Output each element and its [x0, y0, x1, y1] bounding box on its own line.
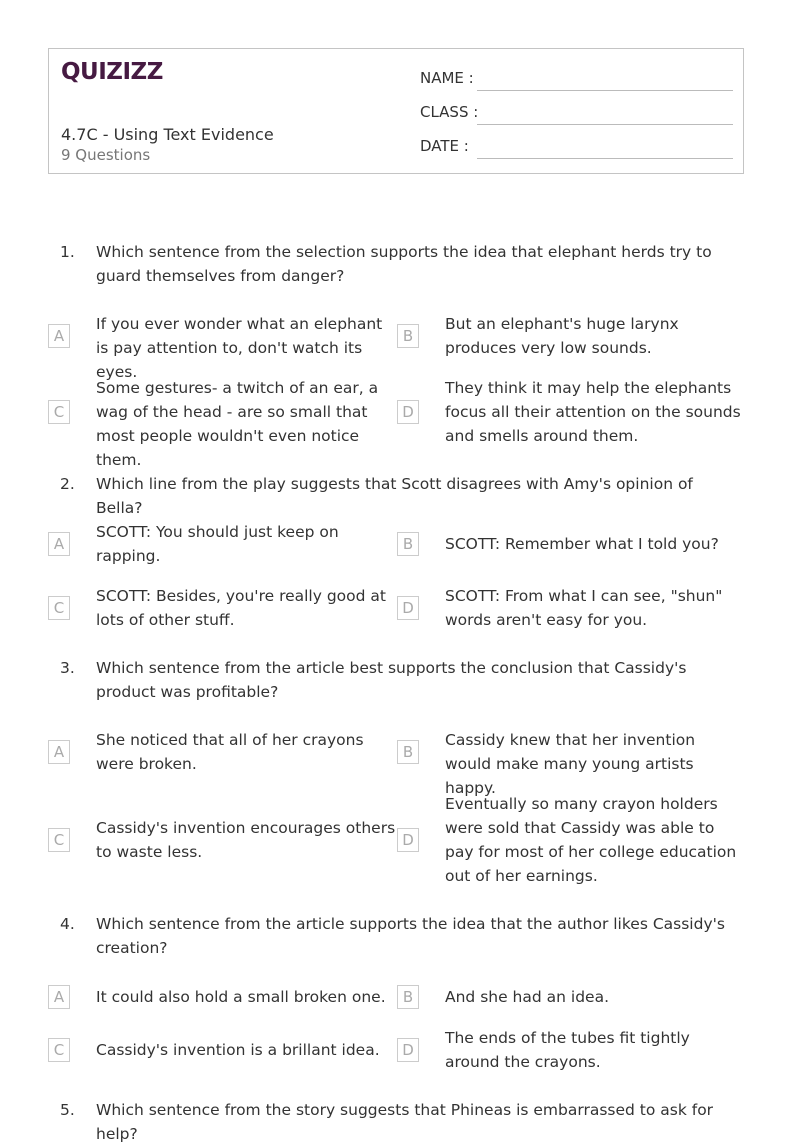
option-letter-badge[interactable]: D — [397, 828, 419, 852]
option-letter-badge[interactable]: D — [397, 596, 419, 620]
question-text: Which sentence from the article supports the idea that the author likes Cassidy's creation? — [96, 915, 725, 957]
option-text: Cassidy knew that her invention would make many young artists happy. — [445, 731, 696, 797]
option-text: Eventually so many crayon holders were sold that Cassidy was able to pay for most of her college education out of her earnings. — [445, 795, 737, 885]
option-letter-badge[interactable]: C — [48, 400, 70, 424]
option-text: The ends of the tubes fit tightly around the crayons. — [445, 1029, 690, 1071]
option-letter-badge[interactable]: B — [397, 532, 419, 556]
question-text: Which sentence from the selection supports the idea that elephant herds try to guard themselves from danger? — [96, 243, 712, 285]
option-text: SCOTT: You should just keep on rapping. — [96, 523, 339, 565]
class-line[interactable] — [477, 124, 733, 125]
quizizz-logo: QUIZIZZ — [61, 59, 163, 85]
option-text: And she had an idea. — [445, 988, 609, 1006]
option-letter-badge[interactable]: B — [397, 740, 419, 764]
option-text: SCOTT: Remember what I told you? — [445, 535, 719, 553]
question-text: Which sentence from the story suggests that Phineas is embarrassed to ask for help? — [96, 1101, 714, 1143]
question-text: Which line from the play suggests that Scott disagrees with Amy's opinion of Bella? — [96, 475, 693, 517]
option-letter-badge[interactable]: C — [48, 828, 70, 852]
option-text: If you ever wonder what an elephant is pay attention to, don't watch its eyes. — [96, 315, 383, 381]
class-label: CLASS : — [420, 103, 479, 121]
date-line[interactable] — [477, 158, 733, 159]
option-letter-badge[interactable]: A — [48, 532, 70, 556]
option-text: Cassidy's invention is a brillant idea. — [96, 1041, 380, 1059]
option-letter-badge[interactable]: A — [48, 324, 70, 348]
option-letter-badge[interactable]: A — [48, 740, 70, 764]
option-text: They think it may help the elephants focus all their attention on the sounds and smells around them. — [445, 379, 741, 445]
worksheet-header — [48, 48, 744, 174]
option-letter-badge[interactable]: D — [397, 400, 419, 424]
question-number: 1. — [60, 243, 75, 261]
class-field[interactable] — [420, 103, 733, 125]
date-field[interactable] — [420, 137, 733, 159]
name-line[interactable] — [477, 90, 733, 91]
question-count: 9 Questions — [61, 146, 151, 164]
question-number: 3. — [60, 659, 75, 677]
question-number: 5. — [60, 1101, 75, 1119]
name-field[interactable] — [420, 69, 733, 91]
option-letter-badge[interactable]: B — [397, 324, 419, 348]
worksheet-title: 4.7C - Using Text Evidence — [61, 125, 274, 144]
question-number: 4. — [60, 915, 75, 933]
question-number: 2. — [60, 475, 75, 493]
date-label: DATE : — [420, 137, 469, 155]
question-text: Which sentence from the article best supports the conclusion that Cassidy's product was profitable? — [96, 659, 687, 701]
option-letter-badge[interactable]: D — [397, 1038, 419, 1062]
option-text: But an elephant's huge larynx produces very low sounds. — [445, 315, 679, 357]
option-text: She noticed that all of her crayons were broken. — [96, 731, 364, 773]
option-text: SCOTT: Besides, you're really good at lots of other stuff. — [96, 587, 386, 629]
name-label: NAME : — [420, 69, 474, 87]
option-letter-badge[interactable]: B — [397, 985, 419, 1009]
option-letter-badge[interactable]: C — [48, 596, 70, 620]
option-text: Cassidy's invention encourages others to waste less. — [96, 819, 396, 861]
option-letter-badge[interactable]: A — [48, 985, 70, 1009]
option-text: It could also hold a small broken one. — [96, 988, 386, 1006]
option-text: SCOTT: From what I can see, "shun" words aren't easy for you. — [445, 587, 723, 629]
option-text: Some gestures- a twitch of an ear, a wag of the head - are so small that most people wouldn't even notice them. — [96, 379, 379, 469]
option-letter-badge[interactable]: C — [48, 1038, 70, 1062]
